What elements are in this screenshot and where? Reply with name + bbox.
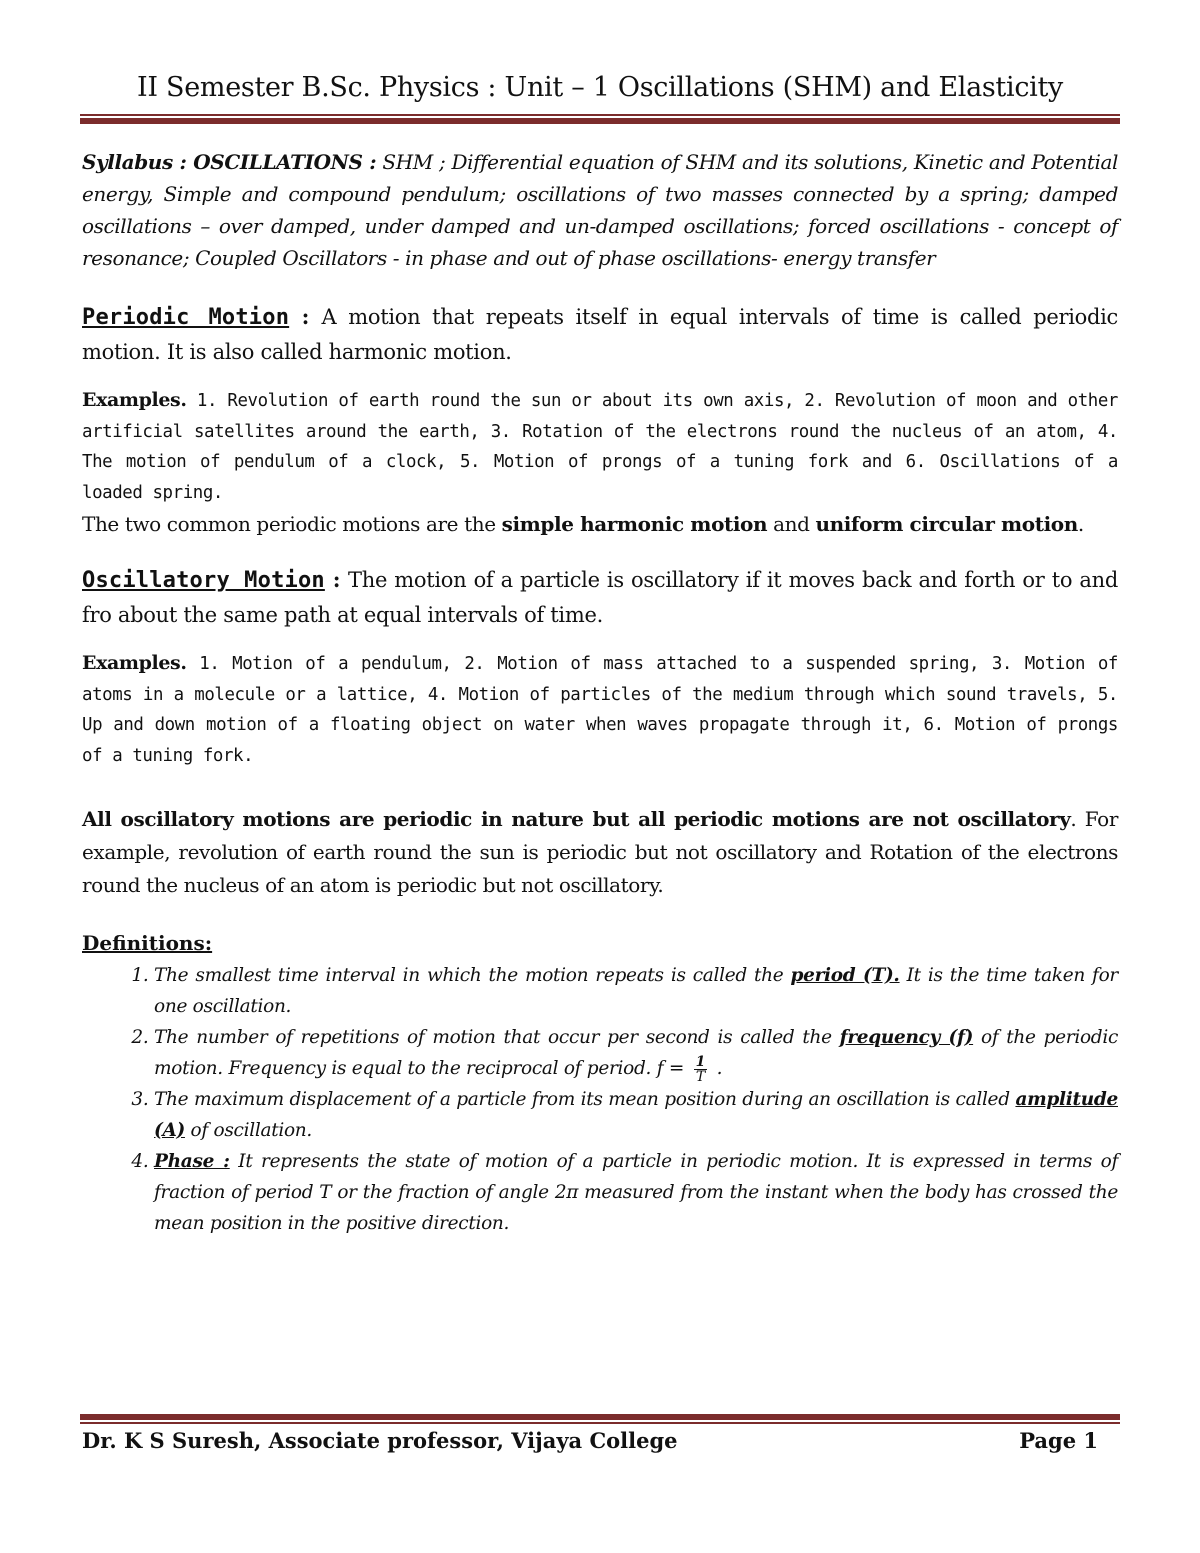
syllabus-paragraph — [82, 146, 1118, 274]
d3-post: of oscillation. — [184, 1120, 312, 1141]
footer-rule-thin — [80, 1422, 1120, 1424]
d4-term: Phase : — [154, 1151, 230, 1172]
header-rule-thick — [80, 118, 1120, 124]
d2-end: . — [711, 1058, 723, 1079]
d1-term: period (T). — [790, 965, 900, 986]
page-footer — [82, 1428, 1098, 1453]
periodic-examples-text: 1. Revolution of earth round the sun or about its own axis, 2. Revolution of moon and other artificial satellites around the earth, 3. Rotation of the electrons round the nucleus of an atom, 4. The motion of pendulum of a clock, 5. Motion of prongs of a tuning fork and 6. Oscillations of a loaded spring. — [82, 391, 1118, 503]
d4-post: It represents the state of motion of a particle in periodic motion. It is expressed in terms of fraction of period T or the fraction of angle 2π measured from the instant when the body has crossed the mean position in the positive direction. — [154, 1151, 1118, 1234]
periodic-examples — [82, 385, 1118, 508]
main-content — [82, 146, 1118, 1239]
oscillatory-motion-heading: Oscillatory Motion — [82, 568, 325, 593]
d3-term: amplitude (A) — [154, 1089, 1118, 1141]
d3-pre: The maximum displacement of a particle from its mean position during an oscillation is called — [154, 1089, 1016, 1110]
common-bold-shm: simple harmonic motion — [501, 512, 768, 536]
common-mid: and — [767, 512, 816, 536]
definition-amplitude — [154, 1084, 1118, 1146]
periodic-colon: : — [289, 304, 322, 329]
definition-period — [154, 960, 1118, 1022]
definition-phase — [154, 1146, 1118, 1239]
common-end: . — [1077, 512, 1084, 536]
footer-author: Dr. K S Suresh, Associate professor, Vijaya College — [82, 1428, 678, 1453]
periodic-examples-label: Examples. — [82, 389, 187, 411]
definition-frequency — [154, 1022, 1118, 1084]
definitions-heading: Definitions: — [82, 931, 213, 955]
footer-page-number: Page 1 — [1019, 1428, 1098, 1453]
definitions-list — [82, 960, 1118, 1239]
d1-post: It is the time taken for one oscillation. — [154, 965, 1118, 1017]
footer-rule-thick — [80, 1414, 1120, 1420]
d2-term: frequency (f) — [839, 1027, 974, 1048]
common-bold-ucm: uniform circular motion — [815, 512, 1078, 536]
d1-pre: The smallest time interval in which the motion repeats is called the — [154, 965, 791, 986]
fraction-numerator: 1 — [695, 1053, 706, 1070]
statement-bold: All oscillatory motions are periodic in nature but all periodic motions are not oscillatory — [82, 807, 1071, 831]
common-periodic-motions — [82, 508, 1118, 541]
syllabus-label: Syllabus : OSCILLATIONS : — [82, 150, 377, 174]
oscillatory-motion-definition — [82, 563, 1118, 632]
oscillatory-motion-text: The motion of a particle is oscillatory if it moves back and forth or to and fro about the same path at equal intervals of time. — [82, 568, 1118, 627]
common-pre: The two common periodic motions are the — [82, 512, 502, 536]
statement-text: . For example, revolution of earth round the sun is periodic but not oscillatory and Rotation of the electrons round the nucleus of an atom is periodic but not oscillatory. — [82, 807, 1118, 897]
d2-post: of the periodic motion. Frequency is equal to the reciprocal of period. — [154, 1027, 1119, 1079]
page-header-title: II Semester B.Sc. Physics : Unit – 1 Oscillations (SHM) and Elasticity — [137, 72, 1063, 103]
frequency-formula-fraction — [694, 1055, 707, 1084]
syllabus-text: SHM ; Differential equation of SHM and its solutions, Kinetic and Potential energy, Simple and compound pendulum; oscillations of two masses connected by a spring; damped oscillations – over damped, under damped and un-damped oscillations; forced oscillations - concept of resonance; Coupled Oscillators - in phase and out of phase oscillations- energy transfer — [82, 150, 1119, 270]
oscillatory-colon: : — [324, 567, 349, 592]
periodic-motion-text: A motion that repeats itself in equal intervals of time is called periodic motion. It is also called harmonic motion. — [82, 305, 1118, 364]
periodic-motion-heading: Periodic Motion — [82, 305, 290, 330]
fraction-denominator: T — [695, 1068, 705, 1085]
oscillatory-examples-text: 1. Motion of a pendulum, 2. Motion of mass attached to a suspended spring, 3. Motion of atoms in a molecule or a lattice, 4. Motion of particles of the medium through which sound travels, 5. Up and down motion of a floating object on water when waves propagate through it, 6. Motion of prongs of a tuning fork. — [82, 654, 1118, 766]
header-rule-thin — [80, 114, 1120, 116]
frequency-formula-lhs: f = — [656, 1058, 690, 1079]
oscillatory-examples-label: Examples. — [82, 652, 187, 674]
oscillatory-examples — [82, 648, 1118, 771]
periodic-motion-definition — [82, 300, 1118, 369]
d2-pre: The number of repetitions of motion that occur per second is called the — [154, 1027, 840, 1048]
oscillatory-periodic-statement — [82, 803, 1118, 902]
